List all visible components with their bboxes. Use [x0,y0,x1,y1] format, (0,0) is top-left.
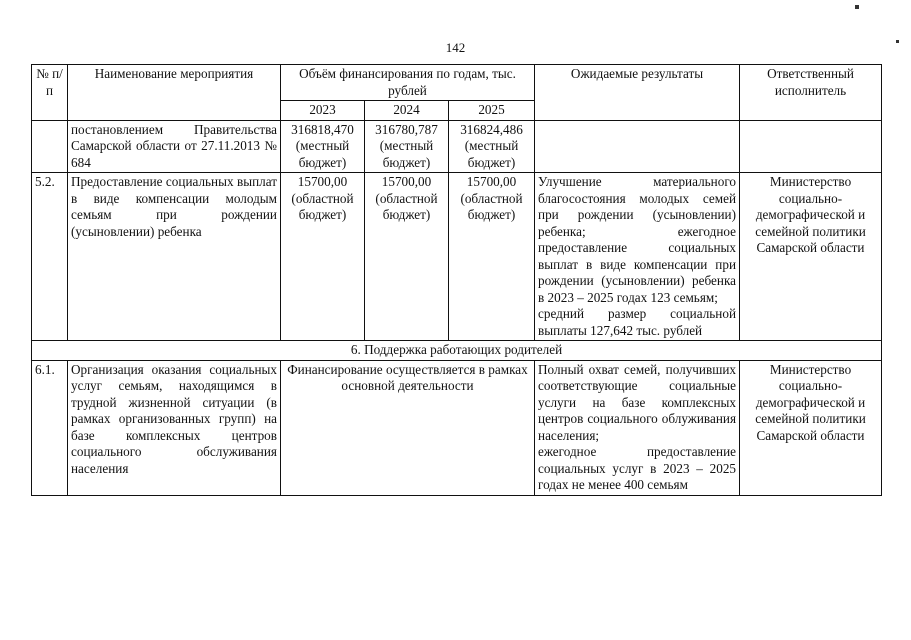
header-name: Наименование мероприятия [68,65,281,121]
row-results [535,120,740,173]
table-row [32,360,882,495]
row-responsible [740,120,882,173]
row-num: 5.2. [32,173,68,341]
scan-speck [855,5,859,9]
row-responsible: Министерство социально-демографической и семейной политики Самарской области [740,173,882,341]
row-num: 6.1. [32,360,68,495]
row-funding-note: Финансирование осуществляется в рамках основной деятельности [281,360,535,495]
header-results: Ожидаемые результаты [535,65,740,121]
header-year: 2023 [281,101,365,121]
row-funding-2025: 316824,486 (местный бюджет) [449,120,535,173]
row-name: Предоставление социальных выплат в виде компенсации молодым семьям при рождении (усыновлении) ребенка [68,173,281,341]
row-results-main: Полный охват семей, получивших соответствующие социальные услуги на базе комплексных центров социального облуживания населения; [538,361,737,443]
row-funding-2024: 316780,787 (местный бюджет) [365,120,449,173]
section-title: 6. Поддержка работающих родителей [32,341,882,361]
table-row [32,120,882,173]
section-row [32,341,882,361]
header-funding: Объём финансирования по годам, тыс. рублей [281,65,535,101]
row-funding-2023: 15700,00 (областной бюджет) [281,173,365,341]
header-year: 2024 [365,101,449,121]
header-row [32,65,882,101]
row-num [32,120,68,173]
page-number: 142 [445,40,466,55]
header-responsible: Ответственный исполнитель [740,65,882,121]
program-table [31,64,882,496]
row-name: постановлением Правительства Самарской области от 27.11.2013 № 684 [68,120,281,173]
table-row [32,173,882,341]
header-year: 2025 [449,101,535,121]
row-name: Организация оказания социальных услуг семьям, находящимся в трудной жизненной ситуации (в рамках организованных групп) на базе комплексных центров социального обслуживания населения [68,360,281,495]
row-results-extra: средний размер социальной выплаты 127,642 тыс. рублей [538,306,737,338]
row-funding-2023: 316818,470 (местный бюджет) [281,120,365,173]
row-responsible: Министерство социально-демографической и семейной политики Самарской области [740,360,882,495]
row-funding-2024: 15700,00 (областной бюджет) [365,173,449,341]
header-num: № п/п [32,65,68,121]
scan-speck [896,40,899,43]
row-funding-2025: 15700,00 (областной бюджет) [449,173,535,341]
row-results [535,360,740,495]
row-results [535,173,740,341]
row-results-extra: ежегодное предоставление социальных услуг в 2023 – 2025 годах не менее 400 семьям [538,444,737,492]
row-results-main: Улучшение материального благосостояния молодых семей при рождении (усыновлении) ребенка; ежегодное предоставление социальных выплат в виде компенсации при рождении (усыновлении) ребенка в 2023 – 2025 годах 123 семьям; [538,174,737,305]
